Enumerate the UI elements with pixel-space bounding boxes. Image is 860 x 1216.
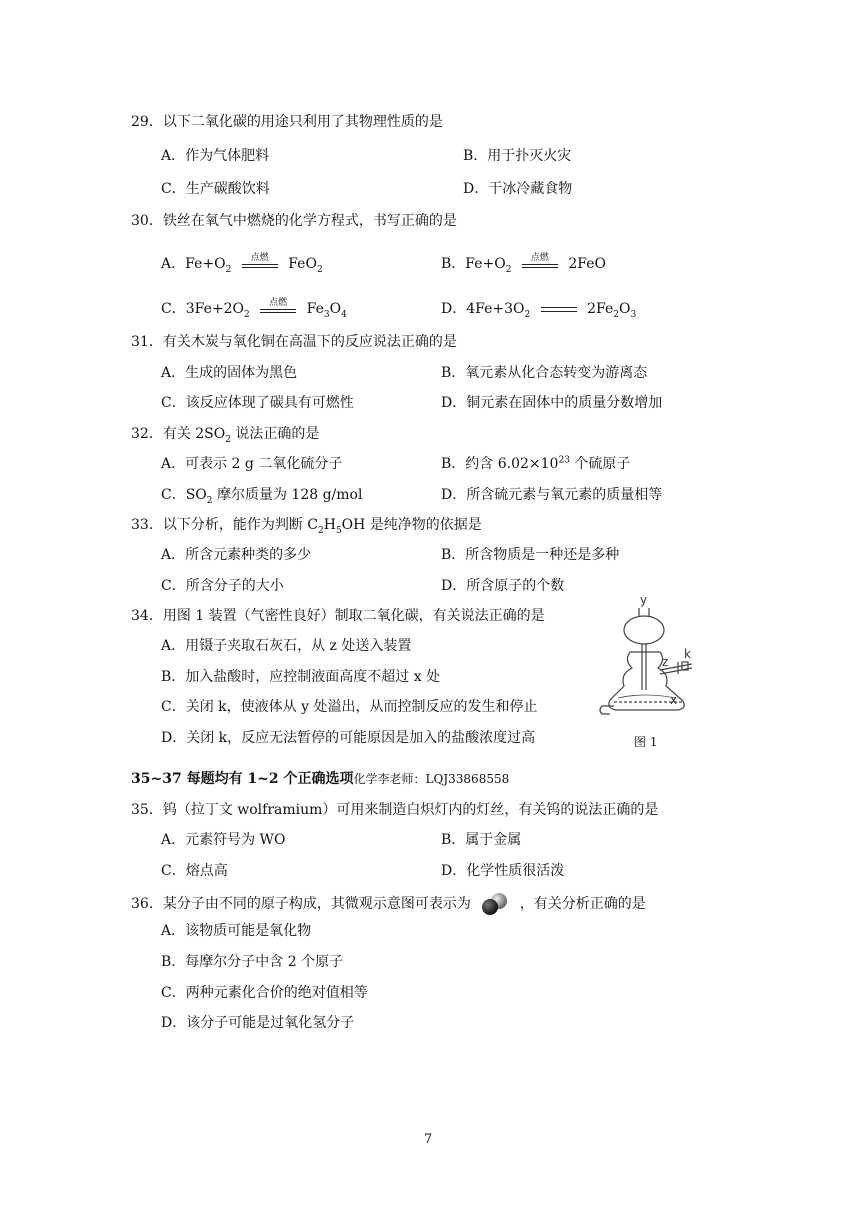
q36-stem: 36．某分子由不同的原子构成，其微观示意图可表示为 ，有关分析正确的是 <box>131 892 646 916</box>
reaction-arrow-icon: 点燃 <box>258 300 298 318</box>
q35-option-a: A．元素符号为 WO <box>161 832 286 848</box>
q29-stem: 29．以下二氧化碳的用途只利用了其物理性质的是 <box>131 114 443 130</box>
q32-option-b: B．约含 $6.02\times 10^{23}$ 个硫原子 <box>441 455 631 472</box>
q32-option-c: C．$SO_2$ 摩尔质量为 128 g/mol <box>161 487 363 506</box>
q33-option-c: C．所含分子的大小 <box>161 578 284 594</box>
reaction-arrow-icon: 点燃 <box>520 255 560 273</box>
q29-option-b: B．用于扑灭火灾 <box>463 148 572 164</box>
q33-stem: 33．以下分析，能作为判断 $C_2H_5OH$ 是纯净物的依据是 <box>131 517 482 536</box>
q29-option-d: D．干冰冷藏食物 <box>463 181 573 197</box>
q31-option-d: D．铜元素在固体中的质量分数增加 <box>441 395 663 411</box>
q32-option-d: D．所含硫元素与氧元素的质量相等 <box>441 487 663 503</box>
q36-option-d: D．该分子可能是过氧化氢分子 <box>161 1015 355 1031</box>
q32-stem: 32．有关 $2SO_2$ 说法正确的是 <box>131 426 320 445</box>
figure-caption: 图 1 <box>634 735 658 749</box>
q35-stem: 35．钨（拉丁文 wolframium）可用来制造白炽灯内的灯丝，有关钨的说法正确的是 <box>131 802 659 818</box>
page-number: 7 <box>424 1132 433 1147</box>
reaction-arrow-icon: 点燃 <box>240 255 280 273</box>
q34-option-c: C．关闭 k，使液体从 y 处溢出，从而控制反应的发生和停止 <box>161 699 538 715</box>
q31-option-c: C．该反应体现了碳具有可燃性 <box>161 395 354 411</box>
q34-stem: 34．用图 1 装置（气密性良好）制取二氧化碳，有关说法正确的是 <box>131 608 545 624</box>
q30-option-a: A．$Fe+O_2$ 点燃 FeO$_2$ <box>161 253 323 275</box>
q31-option-b: B．氧元素从化合态转变为游离态 <box>441 365 648 381</box>
q36-option-c: C．两种元素化合价的绝对值相等 <box>161 985 368 1001</box>
q36-option-b: B．每摩尔分子中含 2 个原子 <box>161 954 344 970</box>
q33-option-b: B．所含物质是一种还是多种 <box>441 547 620 563</box>
figure-label-z: z <box>662 655 669 669</box>
q36-option-a: A．该物质可能是氧化物 <box>161 923 312 939</box>
q31-option-a: A．生成的固体为黑色 <box>161 365 298 381</box>
q30-option-d: D．$4Fe+3O_2$ $2Fe_2O_3$ <box>441 301 637 320</box>
q30-option-c: C．$3Fe+2O_2$ 点燃 $Fe_3O_4$ <box>161 298 347 320</box>
figure-label-y: y <box>640 594 648 607</box>
equals-sign-icon <box>539 300 579 318</box>
q31-stem: 31．有关木炭与氧化铜在高温下的反应说法正确的是 <box>131 334 457 350</box>
q35-option-b: B．属于金属 <box>441 832 522 848</box>
q30-option-b: B．$Fe+O_2$ 点燃 2FeO <box>441 253 607 275</box>
molecule-icon <box>479 892 511 916</box>
figure-label-k: k <box>684 647 691 661</box>
q35-option-d: D．化学性质很活泼 <box>441 863 565 879</box>
q29-option-c: C．生产碳酸饮料 <box>161 181 270 197</box>
section-header: 35~37 每题均有 1~2 个正确选项化学李老师：LQJ33868558 <box>131 771 510 787</box>
q32-option-a: A．可表示 2 g 二氧化硫分子 <box>161 456 343 472</box>
q33-option-d: D．所含原子的个数 <box>441 578 565 594</box>
q34-option-d: D．关闭 k，反应无法暂停的可能原因是加入的盐酸浓度过高 <box>161 730 536 746</box>
q29-option-a: A．作为气体肥料 <box>161 148 270 164</box>
figure-label-x: x <box>670 693 678 707</box>
q33-option-a: A．所含元素种类的多少 <box>161 547 312 563</box>
q35-option-c: C．熔点高 <box>161 863 228 879</box>
q34-option-b: B．加入盐酸时，应控制液面高度不超过 x 处 <box>161 669 441 685</box>
q30-stem: 30．铁丝在氧气中燃烧的化学方程式，书写正确的是 <box>131 213 457 229</box>
q34-option-a: A．用镊子夹取石灰石，从 z 处送入装置 <box>161 638 412 654</box>
figure-1-apparatus <box>596 594 700 718</box>
